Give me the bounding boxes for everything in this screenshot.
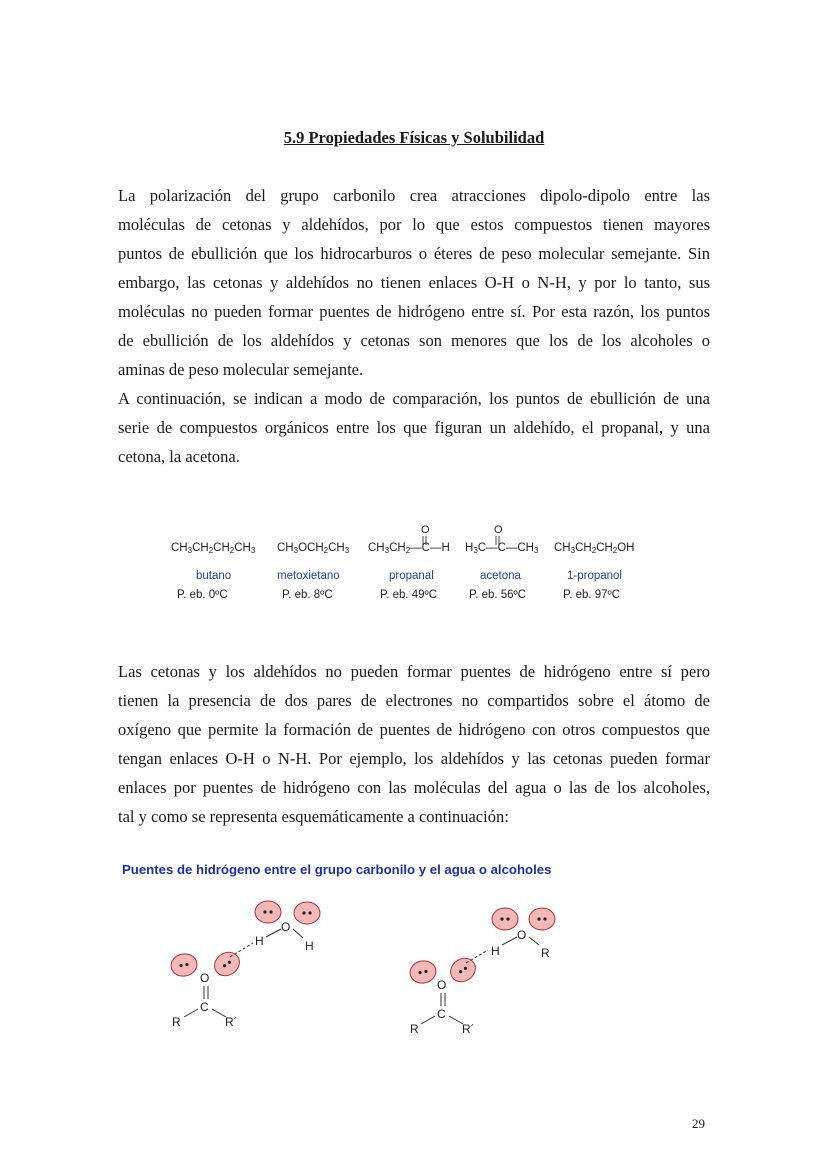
- compound-formula: $CH_3CH_2CH_2CH_3$: [171, 542, 256, 555]
- compound-boiling-point: P. eb. 8ºC: [282, 589, 333, 601]
- lone-pair-lobe: [529, 908, 555, 930]
- diagram-caption: Puentes de hidrógeno entre el grupo carbonilo y el agua o alcoholes: [122, 862, 552, 877]
- paragraph-intro: La polarización del grupo carbonilo crea atracciones dipolo-dipolo entre las moléculas de cetonas y aldehídos, por lo que estos compuestos tienen mayores puntos de ebullición que los hidrocarburos o éteres de peso molecular semejante. Sin embargo, las cetonas y aldehídos no tienen enlaces O-H o N-H, y por lo tanto, sus moléculas no pueden formar puentes de hidrógeno entre sí. Por esta razón, los puntos de ebullición de los aldehídos y cetonas son menores que los de los alcoholes o aminas de peso molecular semejante.: [118, 186, 710, 379]
- carbon-label: C: [437, 1007, 446, 1021]
- lone-pair-lobe: [492, 908, 518, 930]
- hbond-diagram-water: [160, 895, 340, 1035]
- r-group-label: R: [410, 1022, 419, 1036]
- compound-name: acetona: [480, 570, 521, 582]
- compound-boiling-point: P. eb. 97ºC: [563, 589, 621, 601]
- compound-formula: $CH_3CH_2—C—H$: [368, 542, 450, 555]
- compound-name: 1-propanol: [567, 570, 622, 582]
- alcohol-oxygen-label: O: [517, 928, 527, 942]
- compound-formula: $CH_3OCH_2CH_3$: [277, 542, 350, 555]
- paragraph-hydrogen-bonds: Las cetonas y los aldehídos no pueden formar puentes de hidrógeno entre sí pero tienen la presencia de dos pares de electrones no compartidos sobre el átomo de oxígeno que permite la formación de puentes de hidrógeno con otros compuestos que tengan enlaces O-H o N-H. Por ejemplo, los aldehídos y las cetonas pueden formar enlaces por puentes de hidrógeno con las moléculas del agua o las de los alcoholes, tal y como se representa esquemáticamente a continuación:: [118, 662, 710, 826]
- paragraph-comparison: A continuación, se indican a modo de comparación, los puntos de ebullición de una serie de compuestos orgánicos entre los que figuran un aldehído, el propanal, y una cetona, la acetona.: [118, 389, 710, 466]
- water-hydrogen-label: H: [305, 939, 314, 953]
- alcohol-r-label: R: [541, 946, 550, 960]
- boiling-point-comparison: [150, 518, 690, 618]
- section-title: 5.9 Propiedades Físicas y Solubilidad: [283, 128, 545, 147]
- compound-name: butano: [196, 570, 232, 582]
- r-prime-label: R´: [462, 1022, 475, 1036]
- carbon-label: C: [200, 1000, 209, 1014]
- hydrogen-bond-h-label: H: [491, 944, 500, 958]
- page-number: 29: [692, 1116, 705, 1131]
- lone-pair-lobe: [169, 952, 198, 978]
- compound-boiling-point: P. eb. 0ºC: [177, 589, 228, 601]
- r-group-label: R: [172, 1015, 181, 1029]
- compound-formula: $H_3C—C—CH_3$: [465, 542, 539, 555]
- hbond-diagram-alcohol: [400, 895, 580, 1040]
- water-oxygen-label: O: [281, 920, 291, 934]
- lone-pair-lobe: [446, 954, 480, 987]
- carbonyl-oxygen-label: O: [200, 971, 210, 985]
- compound-name: metoxietano: [277, 570, 340, 582]
- hydrogen-bond-h-label: H: [255, 934, 264, 948]
- lone-pair-lobe: [210, 948, 244, 981]
- compound-boiling-point: P. eb. 49ºC: [380, 589, 438, 601]
- lone-pair-lobe: [408, 959, 437, 985]
- lone-pair-lobe: [255, 901, 281, 923]
- compound-formula: $CH_3CH_2CH_2OH$: [554, 542, 635, 555]
- alcohol-lobes: [492, 908, 555, 930]
- carbonyl-oxygen: O: [494, 524, 503, 536]
- lone-pair-lobe: [294, 902, 320, 924]
- compound-name: propanal: [389, 570, 434, 582]
- carbonyl-oxygen-label: O: [437, 978, 447, 992]
- carbonyl-oxygen: O: [421, 524, 430, 536]
- r-prime-label: R´: [225, 1015, 238, 1029]
- compound-boiling-point: P. eb. 56ºC: [469, 589, 527, 601]
